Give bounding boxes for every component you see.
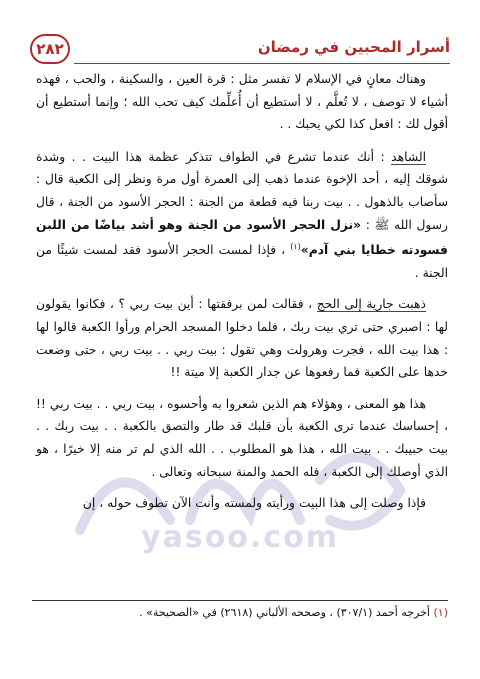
paragraph	[36, 492, 448, 515]
paragraph-tail: ، فإذا لمست الحجر الأسود فقد لمست شيئًا من الجنة .	[36, 243, 448, 280]
header-divider	[74, 63, 450, 64]
hadith-quote: «نزل الحجر الأسود من الجنة وهو أشد بياضًا من اللبن فسودته خطايا بني آدم»	[36, 217, 448, 258]
footnote-ref[interactable]: (١)	[290, 242, 301, 252]
paragraph-lead: الشاهد	[391, 149, 426, 164]
footnote-divider	[32, 600, 448, 601]
footnote-number: (١)	[433, 606, 448, 619]
paragraph-lead: ذهبت جارية إلى الحج	[316, 297, 426, 312]
paragraph-text: وهناك معانٍ في الإسلام لا تفسر مثل : قرة العين ، والسكينة ، والحب ، فهذه أشياء لا توصف ، لا تُعلَّم ، لا أستطيع أن أُعلِّمك كيف تحب الله ؛ وإنما أستطيع أن أقول لك : افعل كذا لكي يحبك . .	[36, 72, 448, 132]
footnote	[32, 604, 448, 622]
page-header	[30, 34, 450, 66]
paragraph-text: هذا هو المعنى ، وهؤلاء هم الذين شعروا به وأحسوه ، بيت ربي . . بيت ربي !! ، إحساسك عندما ترى الكعبة بأن قلبك قد طار والتصق بالكعبة . . بيت ربك . . بيت حبيبك . . بيت الله ، هذا هو المطلوب . . الله الذي لم تر منه إلا خيرًا ، هو الذي أوصلك إلى الكعبة ، فله الحمد والمنة سبحانه وتعالى .	[36, 396, 448, 479]
book-title: أسرار المحبين في رمضان	[257, 38, 450, 56]
paragraph-text: فإذا وصلت إلى هذا البيت ورأيته ولمسته وأنت الآن تطوف حوله ، إن	[82, 496, 426, 511]
paragraph	[36, 293, 448, 383]
paragraph	[36, 68, 448, 136]
page-body	[36, 68, 448, 524]
paragraph	[36, 393, 448, 483]
paragraph	[36, 146, 448, 285]
paragraph-text: : أنك عندما تشرع في الطواف تتذكر عظمة هذا البيت . . وشدة شوقك إليه ، أحد الإخوة عندما ذهب إلى العمرة أول مرة ونظر إلى الكعبة قال : سأصاب بالذهول . . بيت ربنا فيه قطعة من الجنة : الحجر الأسود من الجنة ، قال رسول الله ﷺ :	[36, 149, 448, 232]
paragraph-text: ، فقالت لمن برفقتها : أين بيت ربي ؟ ، فكانوا يقولون لها : اصبري حتى تري بيت ربك ، فلما دخلوا المسجد الحرام ورأوا الكعبة قالوا لها : هذا بيت الله ، فجرت وهرولت وهي تقول : بيت ربي . . بيت ربي ، حتى وضعت خدها على الكعبة فما رفعوها عن جدار الكعبة إلا ميتة !!	[36, 297, 448, 380]
footnote-text: أخرجه أحمد (٣٠٧/١) ، وصححه الألباني (٢٦١٨) في «الصحيحة» .	[139, 606, 434, 619]
watermark-text: yasoo.com	[141, 520, 339, 555]
page-number: ٢٨٢	[30, 34, 70, 64]
